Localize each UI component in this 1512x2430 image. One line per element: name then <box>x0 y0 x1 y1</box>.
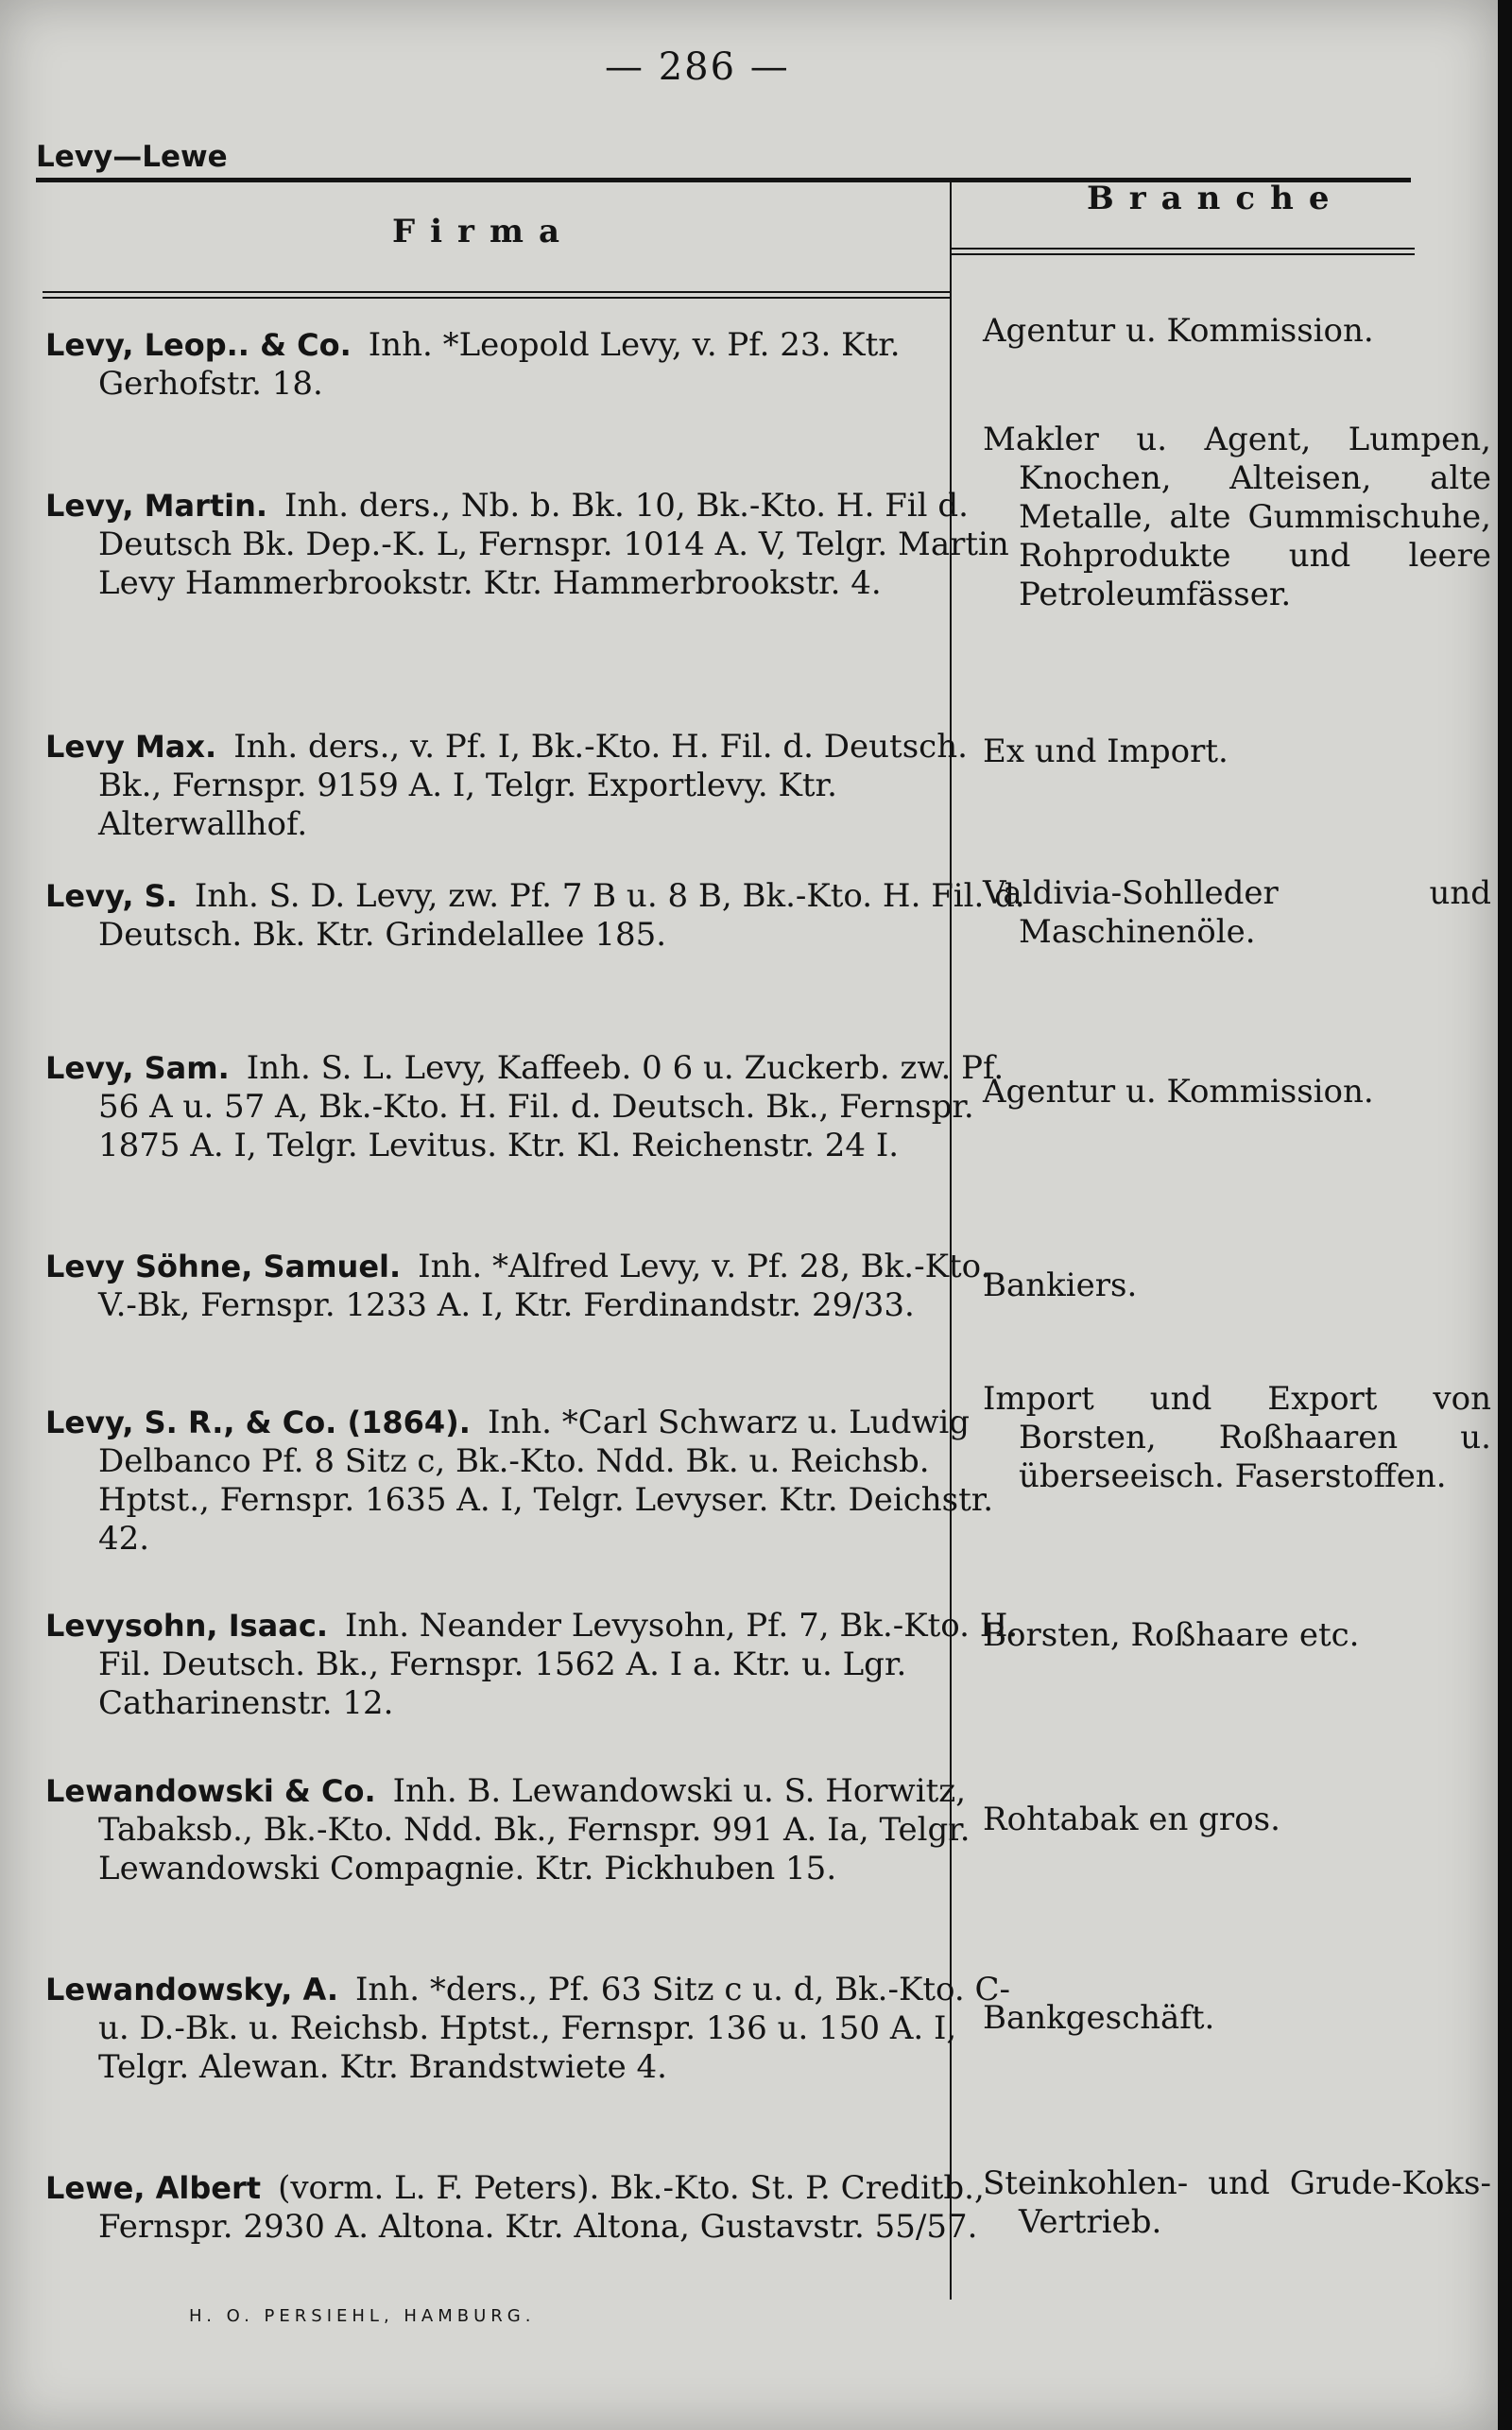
entry-branche: Rohtabak en gros. <box>983 1801 1280 1838</box>
entry-firm <box>45 326 1029 404</box>
entry-firm <box>45 1049 1029 1165</box>
column-head-firma: Firma <box>392 213 575 250</box>
entry-branche: Bankgeschäft. <box>983 1999 1215 2037</box>
scan-edge <box>1498 0 1512 2430</box>
column-head-branche: Branche <box>1087 180 1345 217</box>
entry-firm <box>45 877 1029 955</box>
firm-name: Levy Max. <box>45 729 217 765</box>
page-number: — 286 — <box>605 45 790 89</box>
firm-details: Inh. Neander Levysohn, Pf. 7, Bk.-Kto. H. Fil. Deutsch. Bk., Fernspr. 1562 A. I a. Ktr. u. Lgr. Catharinenstr. 12. <box>98 1607 1019 1722</box>
firm-name: Levy, Martin. <box>45 488 268 524</box>
firm-details: Inh. B. Lewandowski u. S. Horwitz, Tabaksb., Bk.-Kto. Ndd. Bk., Fernspr. 991 A. Ia, Telgr. Lewandowski Compagnie. Ktr. Pickhuben 15. <box>98 1772 971 1887</box>
column-head-rule <box>952 248 1415 250</box>
entry-firm <box>45 2169 1029 2247</box>
firm-details: Inh. *Alfred Levy, v. Pf. 28, Bk.-Kto. V.-Bk, Fernspr. 1233 A. I, Ktr. Ferdinandstr. 29/33. <box>98 1248 991 1324</box>
entry-branche: Bankiers. <box>983 1267 1138 1304</box>
firm-details: Inh. *Leopold Levy, v. Pf. 23. Ktr. Gerhofstr. 18. <box>98 326 901 403</box>
firm-name: Lewe, Albert <box>45 2170 262 2206</box>
firm-name: Levysohn, Isaac. <box>45 1608 328 1644</box>
entry-branche: Ex und Import. <box>983 732 1228 770</box>
firm-name: Lewandowsky, A. <box>45 1972 338 2008</box>
entry-branche: Import und Export von Borsten, Roßhaaren u. überseeisch. Faserstoffen. <box>983 1380 1491 1495</box>
entry-firm <box>45 1971 1029 2087</box>
firm-name: Lewandowski & Co. <box>45 1773 376 1809</box>
firm-name: Levy Söhne, Samuel. <box>45 1249 402 1284</box>
entry-branche: Borsten, Roßhaare etc. <box>983 1616 1360 1654</box>
firm-name: Levy, Sam. <box>45 1050 230 1086</box>
firm-details: Inh. ders., v. Pf. I, Bk.-Kto. H. Fil. d. Deutsch. Bk., Fernspr. 9159 A. I, Telgr. Exportlevy. Ktr. Alterwallhof. <box>98 728 968 843</box>
firm-name: Levy, S. R., & Co. (1864). <box>45 1405 471 1440</box>
firm-name: Levy, S. <box>45 878 178 914</box>
running-head: Levy—Lewe <box>36 140 228 174</box>
column-head-rule <box>952 253 1415 255</box>
firm-name: Levy, Leop.. & Co. <box>45 327 352 363</box>
firm-details: Inh. S. L. Levy, Kaffeeb. 0 6 u. Zuckerb. zw. Pf. 56 A u. 57 A, Bk.-Kto. H. Fil. d. Deutsch. Bk., Fernspr. 1875 A. I, Telgr. Levitus. Ktr. Kl. Reichenstr. 24 I. <box>98 1049 1005 1164</box>
entry-firm <box>45 1772 1029 1888</box>
entry-firm <box>45 728 1029 844</box>
entry-firm <box>45 487 1029 603</box>
column-head-rule <box>43 297 950 299</box>
firm-details: Inh. *ders., Pf. 63 Sitz c u. d, Bk.-Kto. C- u. D.-Bk. u. Reichsb. Hptst., Fernspr. 136 u. 150 A. I, Telgr. Alewan. Ktr. Brandstwiete 4. <box>98 1971 1011 2086</box>
entry-branche: Makler u. Agent, Lumpen, Knochen, Alteisen, alte Metalle, alte Gummischuhe, Rohprodukte und leere Petroleumfässer. <box>983 421 1491 613</box>
entry-branche: Agentur u. Kommission. <box>983 1073 1374 1111</box>
column-head-rule <box>43 291 950 293</box>
entry-branche: Steinkohlen- und Grude-Koks-Vertrieb. <box>983 2164 1491 2241</box>
firm-details: Inh. *Carl Schwarz u. Ludwig Delbanco Pf. 8 Sitz c, Bk.-Kto. Ndd. Bk. u. Reichsb. Hptst., Fernspr. 1635 A. I, Telgr. Levyser. Ktr. Deichstr. 42. <box>98 1404 994 1558</box>
entry-firm <box>45 1404 1029 1559</box>
entry-branche: Agentur u. Kommission. <box>983 312 1374 350</box>
entry-branche: Valdivia-Sohlleder und Maschinenöle. <box>983 874 1491 951</box>
entry-firm <box>45 1248 1029 1325</box>
firm-details: (vorm. L. F. Peters). Bk.-Kto. St. P. Creditb., Fernspr. 2930 A. Altona. Ktr. Altona, Gustavstr. 55/57. <box>98 2169 985 2246</box>
printer-imprint: H. O. PERSIEHL, HAMBURG. <box>189 2306 536 2326</box>
firm-details: Inh. S. D. Levy, zw. Pf. 7 B u. 8 B, Bk.-Kto. H. Fil. d. Deutsch. Bk. Ktr. Grindelallee 185. <box>98 877 1025 954</box>
entry-firm <box>45 1607 1029 1723</box>
firm-details: Inh. ders., Nb. b. Bk. 10, Bk.-Kto. H. Fil d. Deutsch Bk. Dep.-K. L, Fernspr. 1014 A. V, Telgr. Martin Levy Hammerbrookstr. Ktr. Hammerbrookstr. 4. <box>98 487 1009 602</box>
